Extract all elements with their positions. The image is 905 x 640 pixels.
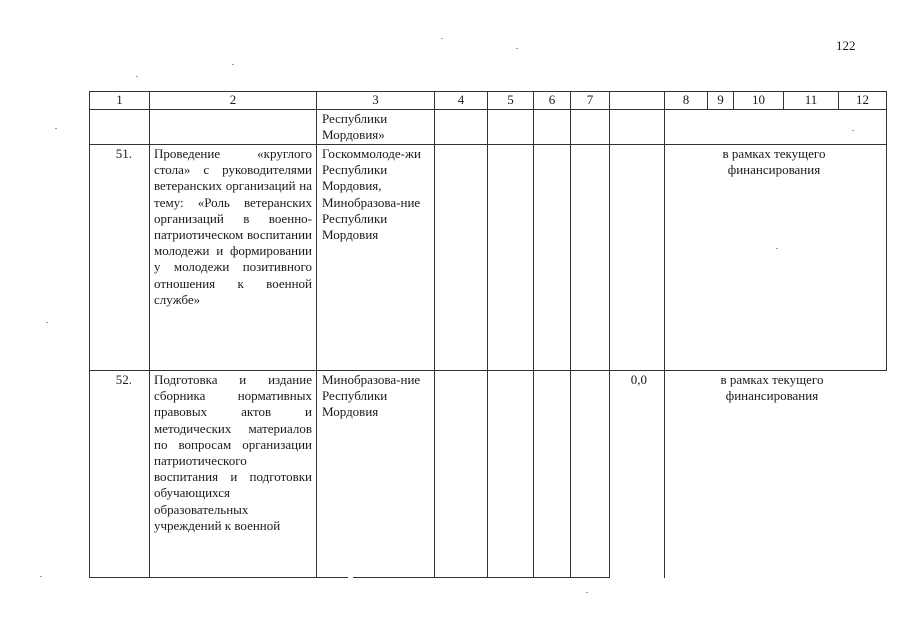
column-header: 11 [804,92,818,107]
column-header: 5 [507,92,514,107]
table-rule-v [149,91,150,578]
table-cell-executor: Минобразова-ние Республики Мордовия [322,372,421,420]
table-rule-h [89,144,886,145]
scan-speck [136,76,138,77]
table-cell-financing: в рамках текущего финансирования [720,372,824,404]
table-cell-number: 51. [115,146,132,161]
table-rule-v [664,91,665,578]
table-cell-executor: Госкоммолоде-жи Республики Мордовия, Минобразова-ние Республики Мордовия [322,146,421,243]
table-border-right [886,91,887,371]
column-header [610,92,664,108]
table-cell-amount: 0,0 [630,372,647,387]
table-border-bottom [89,577,348,578]
scan-speck [516,48,518,49]
column-header: 3 [372,92,379,107]
scan-speck [852,130,854,131]
scan-speck [586,592,588,593]
table-rule-v [609,91,610,578]
scan-speck [441,38,443,39]
scan-speck [232,64,234,65]
column-header: 10 [752,92,765,107]
table-rule-h [89,370,886,371]
column-header: 6 [548,92,556,107]
table-rule-v [570,91,571,578]
scan-speck [55,128,57,129]
page-number: 122 [836,38,856,53]
column-header: 7 [586,92,594,107]
table-border-left [89,91,90,578]
table-cell-event: Подготовка и издание сборника нормативных правовых актов и методических материалов по вопросам организации патриотического воспитания и подготовки обучающихся образовательных учреждений к военной [154,372,312,533]
column-header: 8 [682,92,690,107]
table-rule-v [316,91,317,578]
scan-speck [40,576,42,577]
table-rule-v [533,91,534,578]
scan-speck [46,322,48,323]
table-cell-executor: Республики Мордовия» [322,111,388,143]
column-header: 4 [457,92,465,107]
table-border-bottom [353,577,609,578]
table-cell-event: Проведение «круглого стола» с руководителями ветеранских организаций на тему: «Роль ветеранских организаций в военно-патриотическом воспитании молодежи и формировании у молодежи позитивного отношения к военной службе» [154,146,312,307]
table-rule-v [487,91,488,578]
column-header: 9 [717,92,724,107]
table-rule-h [89,109,886,110]
column-header: 12 [856,92,869,107]
table-rule-v [434,91,435,578]
scan-speck [776,248,778,249]
column-header: 1 [116,92,123,107]
column-header: 2 [229,92,237,107]
table-cell-financing: в рамках текущего финансирования [722,146,826,178]
table-cell-number: 52. [115,372,132,387]
